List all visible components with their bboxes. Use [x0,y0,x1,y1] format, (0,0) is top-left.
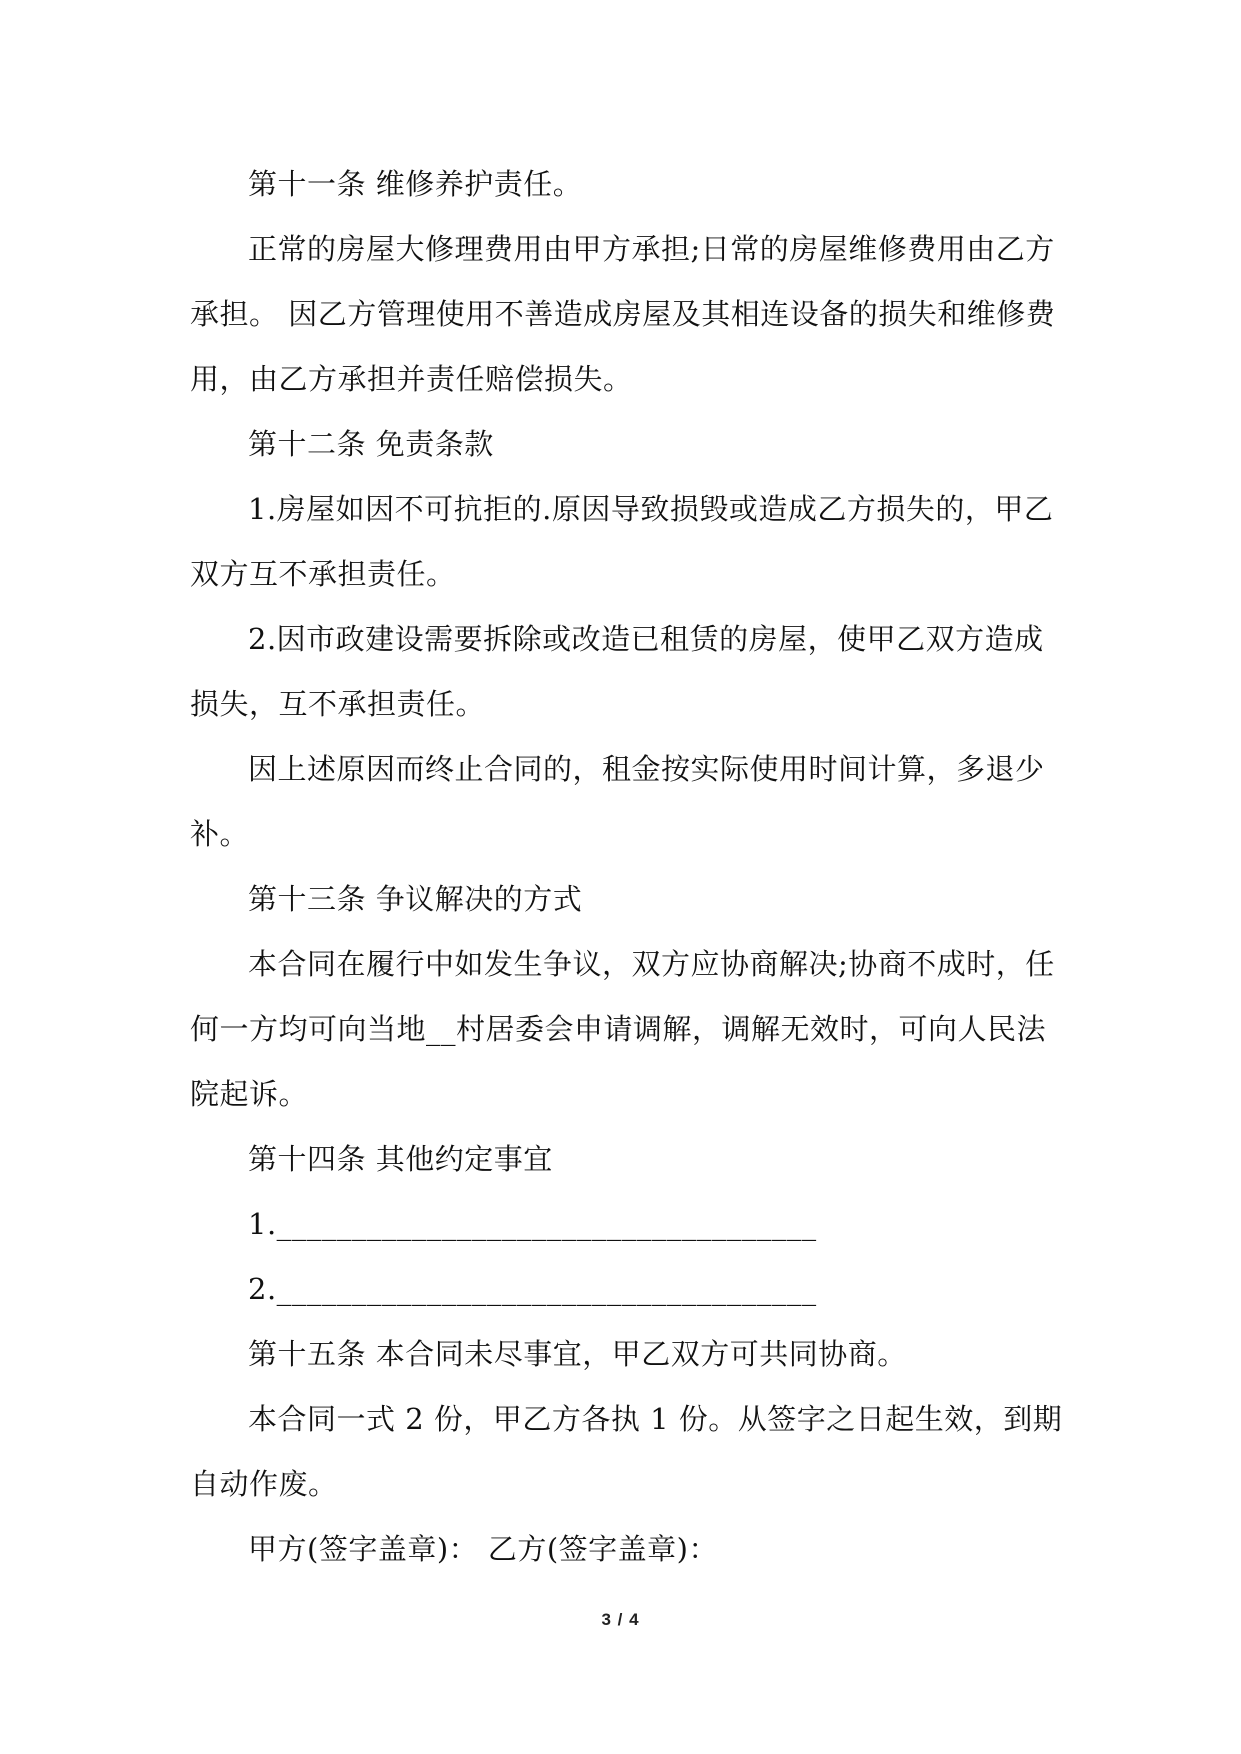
signature-line: 甲方(签字盖章)： 乙方(签字盖章)： [248,1532,718,1566]
article-12-item-1: 1.房屋如因不可抗拒的.原因导致损毁或造成乙方损失的，甲乙双方互不承担责任。 [190,492,1054,591]
article-14-title: 第十四条 其他约定事宜 [248,1142,553,1176]
article-12-item-2: 2.因市政建设需要拆除或改造已租赁的房屋，使甲乙双方造成损失，互不承担责任。 [190,622,1044,721]
article-12-note: 因上述原因而终止合同的，租金按实际使用时间计算，多退少补。 [190,752,1045,851]
article-11-title: 第十一条 维修养护责任。 [248,167,583,201]
page-number: 3 / 4 [601,1610,640,1629]
article-14-item-1: 1.____________________________________ [248,1207,817,1241]
copies-clause: 本合同一式 2 份，甲乙方各执 1 份。从签字之日起生效，到期自动作废。 [190,1402,1063,1501]
article-13-content: 本合同在履行中如发生争议，双方应协商解决;协商不成时，任何一方均可向当地__村居委会申请调解，调解无效时，可向人民法院起诉。 [190,947,1055,1111]
article-14-item-2: 2.____________________________________ [248,1272,817,1306]
article-12-title: 第十二条 免责条款 [248,427,494,461]
article-11-content: 正常的房屋大修理费用由甲方承担;日常的房屋维修费用由乙方承担。 因乙方管理使用不善造成房屋及其相连设备的损失和维修费用，由乙方承担并责任赔偿损失。 [190,232,1056,396]
contract-body [190,152,1070,1582]
article-13-title: 第十三条 争议解决的方式 [248,882,583,916]
article-15-title: 第十五条 本合同未尽事宜，甲乙双方可共同协商。 [248,1337,907,1371]
